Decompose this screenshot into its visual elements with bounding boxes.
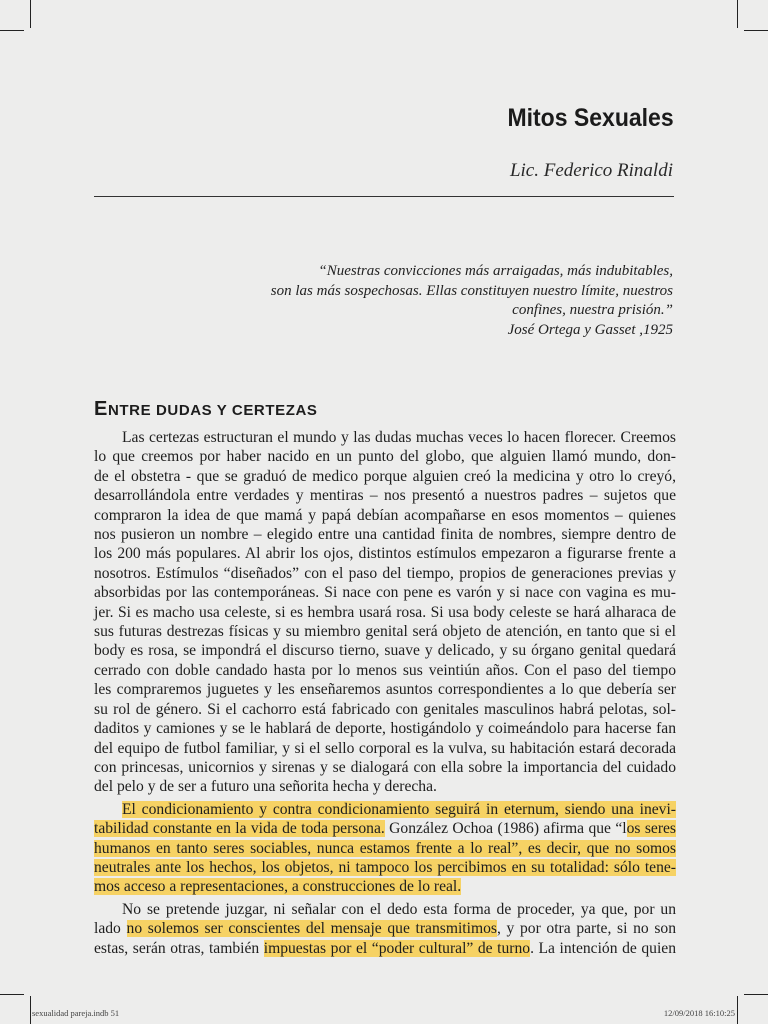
highlight: tabilidad constante en la vida de toda persona. (94, 820, 385, 838)
text-run: lado (94, 920, 127, 938)
text-run: . La intención de quien (530, 939, 676, 957)
text-line: desarrollándola entre verdades y mentiras – nos presentó a nuestros padres – sujetos que (94, 487, 676, 505)
crop-mark (737, 0, 738, 28)
text-line (94, 839, 676, 858)
text-line: cerrado con doble candado hasta por lo menos sus veintiún años. Con el paso del tiempo (94, 661, 676, 679)
text-line (94, 877, 676, 896)
text-line (94, 800, 676, 819)
section-heading (94, 398, 318, 421)
highlight: El condicionamiento y contra condicionamiento seguirá in eternum, siendo una inevi- (122, 800, 676, 818)
epigraph-line: “Nuestras convicciones más arraigadas, más indubitables, (318, 263, 673, 279)
text-line: body es rosa, se impondrá el discurso tierno, suave y delicado, y su órgano genital quedará (94, 642, 676, 660)
paragraph (94, 428, 676, 797)
page-title: Mitos Sexuales (507, 104, 674, 132)
text-run: estas, serán otras, también (94, 939, 264, 957)
text-line: Las certezas estructuran el mundo y las dudas muchas veces lo hacen florecer. Creemos (122, 429, 676, 446)
highlight: mos acceso a representaciones, a construcciones de lo real. (94, 878, 462, 896)
text-line (94, 919, 676, 938)
crop-mark (30, 996, 31, 1024)
text-line: nosotros. Estímulos “diseñados” con el paso del tiempo, propios de generaciones previas y (94, 564, 676, 582)
text-line: compraron la idea de que mamá y papá debían acompañarse en esos momentos – quienes (94, 506, 676, 524)
text-line: lo que creemos por haber nacido en un punto del globo, que alguien llamó mundo, don- (94, 448, 676, 466)
epigraph-line: son las más sospechosas. Ellas constituyen nuestro límite, nuestros (270, 282, 673, 299)
epigraph-line: confines, nuestra prisión.” (512, 302, 673, 318)
text-line: del equipo de futbol familiar, y si el sello corporal es la vulva, su habitación estará decorada (94, 739, 676, 757)
body-text (94, 428, 676, 961)
paragraph (94, 800, 676, 897)
text-line: su rol de género. Si el cachorro está fabricado con genitales masculinos habrá pelotas, sol- (94, 700, 676, 718)
text-line (94, 819, 676, 838)
epigraph-attribution: José Ortega y Gasset ,1925 (507, 321, 673, 338)
text-line: nos pusieron un nombre – elegido entre una cantidad finita de nombres, siempre dentro de (94, 526, 676, 544)
text-line: del pelo y de ser a futuro una señorita hecha y derecha. (94, 778, 437, 796)
crop-mark (30, 0, 31, 28)
highlight: impuestas por el “poder cultural” de turno (263, 939, 531, 957)
print-footer-right: 12/09/2018 16:10:25 (663, 1008, 735, 1018)
crop-mark (0, 994, 24, 995)
text-line: sus futuras destrezas físicas y su miembro genital será objeto de atención, en tanto que si el (94, 623, 676, 641)
paragraph (94, 900, 676, 958)
text-line (94, 858, 676, 877)
section-heading-rest: NTRE DUDAS Y CERTEZAS (107, 402, 318, 419)
text-line: daditos y camiones y se le hablará de deporte, hostigándolo y coimeándolo para hacerse fan (94, 720, 676, 738)
section-heading-initial: E (94, 398, 108, 420)
text-line: con princesas, unicornios y sirenas y se dialogará con ella sobre la importancia del cuidado (94, 758, 676, 776)
crop-mark (744, 994, 768, 995)
highlight: humanos en tanto seres sociables, nunca estamos frente a lo real”, es decir, que no somos (94, 839, 676, 857)
crop-mark (737, 996, 738, 1024)
crop-mark (744, 30, 768, 31)
text-run: González Ochoa (1986) afirma que “l (384, 820, 627, 838)
text-run: , y por otra parte, si no son (496, 920, 677, 938)
crop-mark (0, 30, 24, 31)
text-line: jer. Si es macho usa celeste, si es hembra usará rosa. Si usa body celeste se hará alharaca de (94, 603, 676, 621)
text-line: les compraremos juguetes y les enseñaremos asuntos correspondientes a lo que debería ser (94, 681, 676, 699)
title-rule (94, 196, 674, 197)
text-line (94, 939, 676, 958)
text-line: absorbidas por las contemporáneas. Si nace con pene es varón y si nace con vagina es mu- (94, 584, 676, 602)
text-line: No se pretende juzgar, ni señalar con el dedo esta forma de proceder, ya que, por un (122, 900, 676, 918)
highlight: neutrales ante los hechos, los objetos, ni tampoco los percibimos en su totalidad: sólo tene- (94, 858, 676, 876)
text-line: de el obstetra - que se graduó de medico porque alguien creó la medicina y otro lo creyó, (94, 467, 676, 485)
highlight: no solemos ser conscientes del mensaje que transmitimos (126, 920, 497, 938)
author-name: Lic. Federico Rinaldi (509, 160, 673, 181)
epigraph (153, 262, 673, 340)
text-line: los 200 más populares. Al abrir los ojos, distintos estímulos empezaron a figurarse frente a (94, 545, 676, 563)
highlight: os seres (626, 820, 676, 838)
print-footer-left: sexualidad pareja.indb 51 (32, 1008, 120, 1018)
